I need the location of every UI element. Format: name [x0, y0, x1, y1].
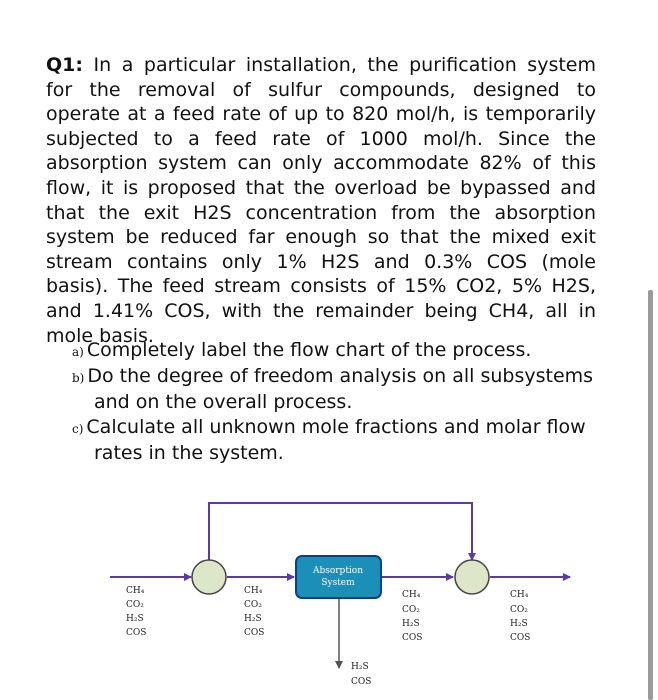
absout-h2s: H₂S — [402, 619, 420, 629]
bottom-cos: COS — [351, 677, 372, 687]
feed-ch4: CH₄ — [126, 586, 145, 596]
question-body: In a particular installation, the purification system for the removal of sulfur compounds, designed to operate at a feed rate of up to 820 mol/h, is temporarily subjected to a feed rate of 1000 mol/h. Since the absorption system can only accommodate 82% of this flow, it is proposed that the overload be bypassed and that the exit H2S concentration from the absorption system be reduced far enough so that the mixed exit stream contains only 1% H2S and 0.3% COS (mole basis). The feed stream consists of 15% CO2, 5% H2S, and 1.41% COS, with the remainder being CH4, all in mole basis. — [46, 54, 596, 347]
product-h2s: H₂S — [510, 619, 528, 629]
bottom-h2s: H₂S — [351, 662, 369, 672]
feed-co2: CO₂ — [126, 600, 144, 610]
box-line-2: System — [321, 578, 355, 588]
absin-co2: CO₂ — [244, 600, 262, 610]
part-c-label: c) — [72, 422, 84, 436]
feed-h2s: H₂S — [126, 614, 144, 624]
splitter-node — [192, 560, 226, 594]
question-text — [46, 53, 596, 348]
absout-ch4: CH₄ — [402, 590, 421, 600]
product-co2: CO₂ — [510, 605, 528, 615]
part-a-text: Completely label the flow chart of the process. — [86, 339, 532, 361]
product-ch4: CH₄ — [510, 590, 529, 600]
absin-h2s: H₂S — [244, 614, 262, 624]
flow-chart — [0, 480, 658, 700]
part-b-continuation: and on the overall process. — [94, 391, 353, 413]
absout-co2: CO₂ — [402, 605, 420, 615]
absout-cos: COS — [402, 633, 423, 643]
part-a-label: a) — [72, 345, 84, 359]
part-b — [72, 364, 593, 414]
feed-cos: COS — [126, 628, 147, 638]
box-line-1: Absorption — [312, 566, 364, 576]
part-c — [72, 415, 586, 465]
part-b-label: b) — [72, 371, 85, 385]
part-a — [72, 338, 531, 364]
part-c-continuation: rates in the system. — [94, 442, 284, 464]
absorption-box — [296, 556, 381, 598]
question-label: Q1: — [46, 54, 83, 76]
absin-ch4: CH₄ — [244, 586, 263, 596]
absin-cos: COS — [244, 628, 265, 638]
part-b-text: Do the degree of freedom analysis on all subsystems — [87, 365, 594, 387]
part-c-text: Calculate all unknown mole fractions and molar flow — [86, 416, 586, 438]
product-cos: COS — [510, 633, 531, 643]
mixer-node — [455, 560, 489, 594]
